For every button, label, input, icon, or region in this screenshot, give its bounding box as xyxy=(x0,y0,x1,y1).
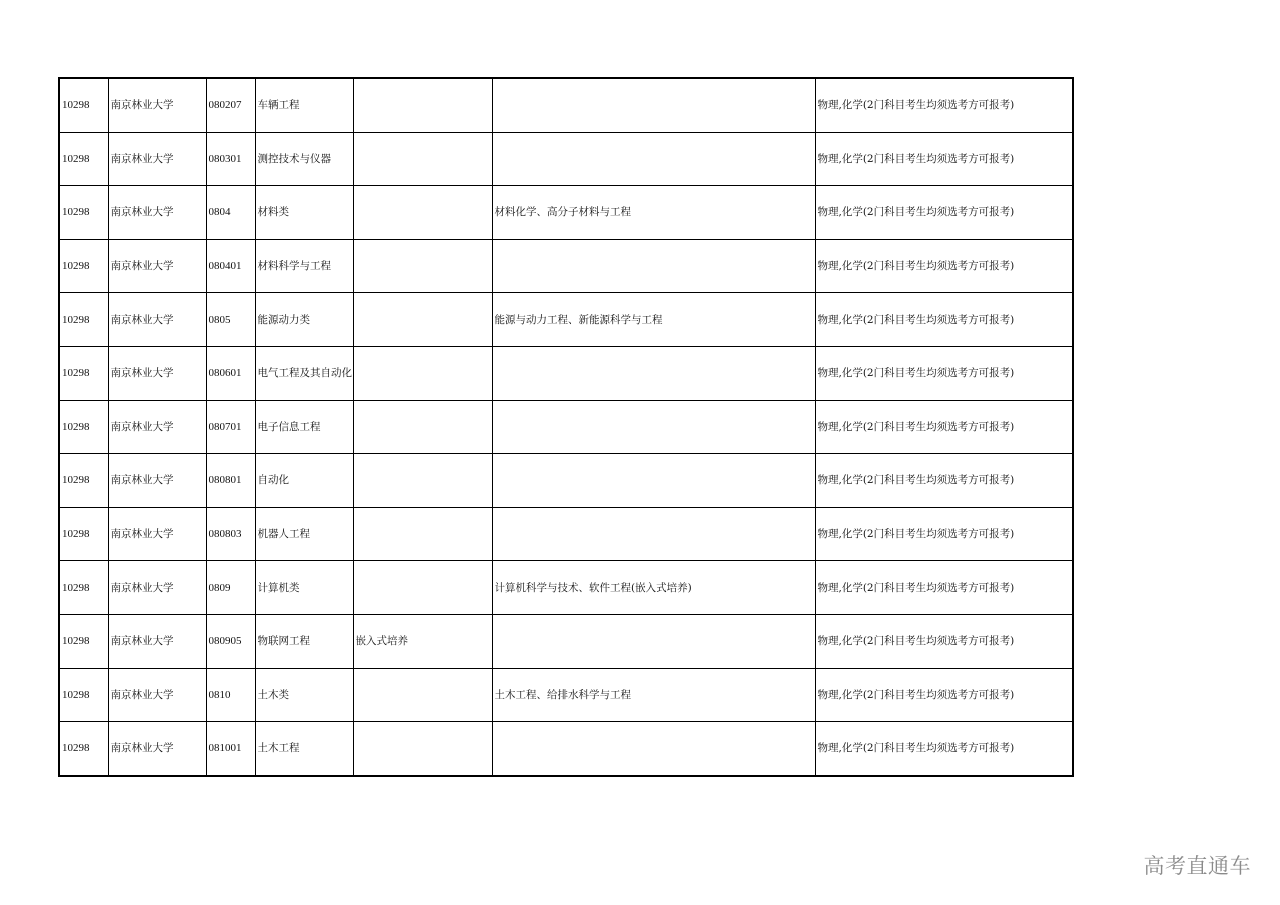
major-code-cell: 0810 xyxy=(206,668,255,722)
subject-requirement-cell: 物理,化学(2门科目考生均须选考方可报考) xyxy=(815,454,1073,508)
included-majors-cell: 土木工程、给排水科学与工程 xyxy=(492,668,815,722)
school-name-cell: 南京林业大学 xyxy=(108,561,206,615)
note-cell xyxy=(353,293,492,347)
major-code-cell: 080905 xyxy=(206,614,255,668)
included-majors-cell xyxy=(492,346,815,400)
subject-requirement-cell: 物理,化学(2门科目考生均须选考方可报考) xyxy=(815,186,1073,240)
table-row xyxy=(59,507,1073,561)
table-body xyxy=(59,78,1073,776)
subject-requirement-cell: 物理,化学(2门科目考生均须选考方可报考) xyxy=(815,132,1073,186)
school-code-cell: 10298 xyxy=(59,400,108,454)
major-name-cell: 土木工程 xyxy=(255,722,353,776)
school-code-cell: 10298 xyxy=(59,293,108,347)
school-code-cell: 10298 xyxy=(59,507,108,561)
admission-requirements-table xyxy=(58,77,1074,777)
major-name-cell: 电子信息工程 xyxy=(255,400,353,454)
school-code-cell: 10298 xyxy=(59,454,108,508)
table-row xyxy=(59,132,1073,186)
major-code-cell: 0809 xyxy=(206,561,255,615)
school-name-cell: 南京林业大学 xyxy=(108,239,206,293)
school-code-cell: 10298 xyxy=(59,561,108,615)
subject-requirement-cell: 物理,化学(2门科目考生均须选考方可报考) xyxy=(815,561,1073,615)
subject-requirement-cell: 物理,化学(2门科目考生均须选考方可报考) xyxy=(815,400,1073,454)
included-majors-cell xyxy=(492,132,815,186)
school-name-cell: 南京林业大学 xyxy=(108,454,206,508)
major-code-cell: 080207 xyxy=(206,78,255,132)
note-cell xyxy=(353,400,492,454)
table-row xyxy=(59,668,1073,722)
major-code-cell: 080301 xyxy=(206,132,255,186)
subject-requirement-cell: 物理,化学(2门科目考生均须选考方可报考) xyxy=(815,614,1073,668)
included-majors-cell xyxy=(492,239,815,293)
major-name-cell: 测控技术与仪器 xyxy=(255,132,353,186)
note-cell: 嵌入式培养 xyxy=(353,614,492,668)
school-name-cell: 南京林业大学 xyxy=(108,668,206,722)
subject-requirement-cell: 物理,化学(2门科目考生均须选考方可报考) xyxy=(815,507,1073,561)
note-cell xyxy=(353,454,492,508)
table-row xyxy=(59,400,1073,454)
major-name-cell: 材料类 xyxy=(255,186,353,240)
school-code-cell: 10298 xyxy=(59,722,108,776)
subject-requirement-cell: 物理,化学(2门科目考生均须选考方可报考) xyxy=(815,239,1073,293)
major-name-cell: 材料科学与工程 xyxy=(255,239,353,293)
major-name-cell: 物联网工程 xyxy=(255,614,353,668)
note-cell xyxy=(353,186,492,240)
included-majors-cell xyxy=(492,507,815,561)
major-name-cell: 计算机类 xyxy=(255,561,353,615)
table-row xyxy=(59,346,1073,400)
included-majors-cell xyxy=(492,722,815,776)
table-row xyxy=(59,454,1073,508)
major-name-cell: 机器人工程 xyxy=(255,507,353,561)
major-name-cell: 土木类 xyxy=(255,668,353,722)
major-name-cell: 能源动力类 xyxy=(255,293,353,347)
major-name-cell: 电气工程及其自动化 xyxy=(255,346,353,400)
major-name-cell: 自动化 xyxy=(255,454,353,508)
table-row xyxy=(59,614,1073,668)
major-code-cell: 080701 xyxy=(206,400,255,454)
note-cell xyxy=(353,239,492,293)
major-code-cell: 0805 xyxy=(206,293,255,347)
table-row xyxy=(59,78,1073,132)
school-code-cell: 10298 xyxy=(59,186,108,240)
school-name-cell: 南京林业大学 xyxy=(108,507,206,561)
school-code-cell: 10298 xyxy=(59,346,108,400)
school-name-cell: 南京林业大学 xyxy=(108,614,206,668)
major-code-cell: 081001 xyxy=(206,722,255,776)
school-name-cell: 南京林业大学 xyxy=(108,400,206,454)
included-majors-cell: 计算机科学与技术、软件工程(嵌入式培养) xyxy=(492,561,815,615)
school-name-cell: 南京林业大学 xyxy=(108,346,206,400)
included-majors-cell xyxy=(492,454,815,508)
school-name-cell: 南京林业大学 xyxy=(108,186,206,240)
table-row xyxy=(59,561,1073,615)
subject-requirement-cell: 物理,化学(2门科目考生均须选考方可报考) xyxy=(815,668,1073,722)
school-name-cell: 南京林业大学 xyxy=(108,293,206,347)
watermark: 高考直通车 xyxy=(1143,854,1251,878)
school-name-cell: 南京林业大学 xyxy=(108,722,206,776)
included-majors-cell xyxy=(492,78,815,132)
table-row xyxy=(59,722,1073,776)
note-cell xyxy=(353,722,492,776)
included-majors-cell xyxy=(492,614,815,668)
note-cell xyxy=(353,78,492,132)
note-cell xyxy=(353,346,492,400)
school-code-cell: 10298 xyxy=(59,78,108,132)
major-code-cell: 080401 xyxy=(206,239,255,293)
school-code-cell: 10298 xyxy=(59,239,108,293)
school-code-cell: 10298 xyxy=(59,614,108,668)
major-name-cell: 车辆工程 xyxy=(255,78,353,132)
note-cell xyxy=(353,668,492,722)
major-code-cell: 0804 xyxy=(206,186,255,240)
school-name-cell: 南京林业大学 xyxy=(108,132,206,186)
subject-requirement-cell: 物理,化学(2门科目考生均须选考方可报考) xyxy=(815,293,1073,347)
major-code-cell: 080801 xyxy=(206,454,255,508)
table-row xyxy=(59,186,1073,240)
subject-requirement-cell: 物理,化学(2门科目考生均须选考方可报考) xyxy=(815,722,1073,776)
included-majors-cell xyxy=(492,400,815,454)
subject-requirement-cell: 物理,化学(2门科目考生均须选考方可报考) xyxy=(815,346,1073,400)
note-cell xyxy=(353,507,492,561)
major-code-cell: 080803 xyxy=(206,507,255,561)
school-code-cell: 10298 xyxy=(59,668,108,722)
included-majors-cell: 材料化学、高分子材料与工程 xyxy=(492,186,815,240)
subject-requirement-cell: 物理,化学(2门科目考生均须选考方可报考) xyxy=(815,78,1073,132)
school-name-cell: 南京林业大学 xyxy=(108,78,206,132)
note-cell xyxy=(353,561,492,615)
included-majors-cell: 能源与动力工程、新能源科学与工程 xyxy=(492,293,815,347)
table-row xyxy=(59,239,1073,293)
major-code-cell: 080601 xyxy=(206,346,255,400)
note-cell xyxy=(353,132,492,186)
table-row xyxy=(59,293,1073,347)
school-code-cell: 10298 xyxy=(59,132,108,186)
